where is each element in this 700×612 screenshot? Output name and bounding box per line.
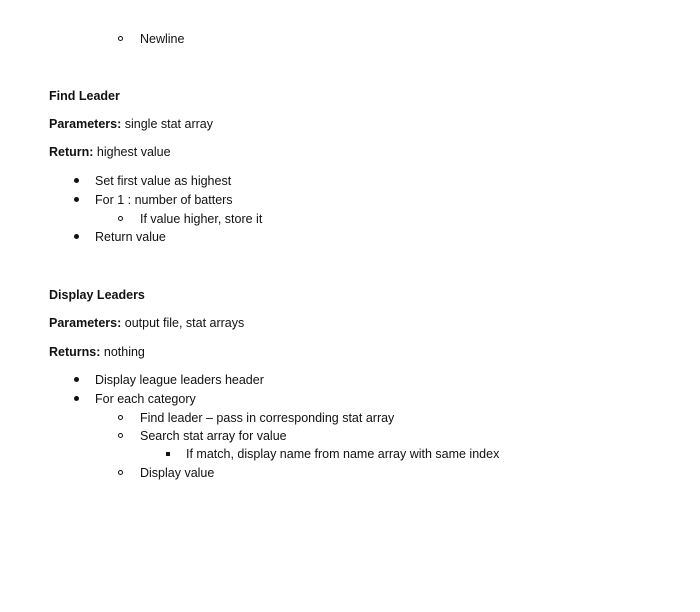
square-bullet-icon [166,452,170,456]
return-label: Return: [49,145,94,159]
circle-bullet-icon [118,470,123,475]
list-item: For 1 : number of batters [95,193,233,207]
list-item: Set first value as highest [95,174,232,188]
parameters-value: output file, stat arrays [121,316,245,330]
list-item: Display league leaders header [95,373,264,387]
circle-bullet-icon [118,415,123,420]
disc-bullet-icon [74,377,79,382]
parameters-value: single stat array [121,117,213,131]
list-item: Display value [140,466,215,480]
list-item: If value higher, store it [140,212,263,226]
section-title-find-leader: Find Leader [49,89,120,103]
circle-bullet-icon [118,36,123,41]
list-item: Return value [95,230,166,244]
list-item: For each category [95,392,196,406]
returns-label: Returns: [49,345,101,359]
circle-bullet-icon [118,433,123,438]
section-title-display-leaders: Display Leaders [49,288,145,302]
circle-bullet-icon [118,216,123,221]
parameters-label: Parameters: [49,117,122,131]
return-value: highest value [93,145,171,159]
parameters-line [49,116,213,132]
list-item: Find leader – pass in corresponding stat array [140,411,395,425]
list-item: Search stat array for value [140,429,287,443]
parameters-line [49,315,244,331]
returns-value: nothing [100,345,145,359]
returns-line [49,344,145,360]
disc-bullet-icon [74,178,79,183]
list-item: If match, display name from name array with same index [186,447,500,461]
disc-bullet-icon [74,396,79,401]
return-line [49,144,171,160]
disc-bullet-icon [74,197,79,202]
parameters-label: Parameters: [49,316,122,330]
disc-bullet-icon [74,234,79,239]
list-item: Newline [140,32,185,46]
